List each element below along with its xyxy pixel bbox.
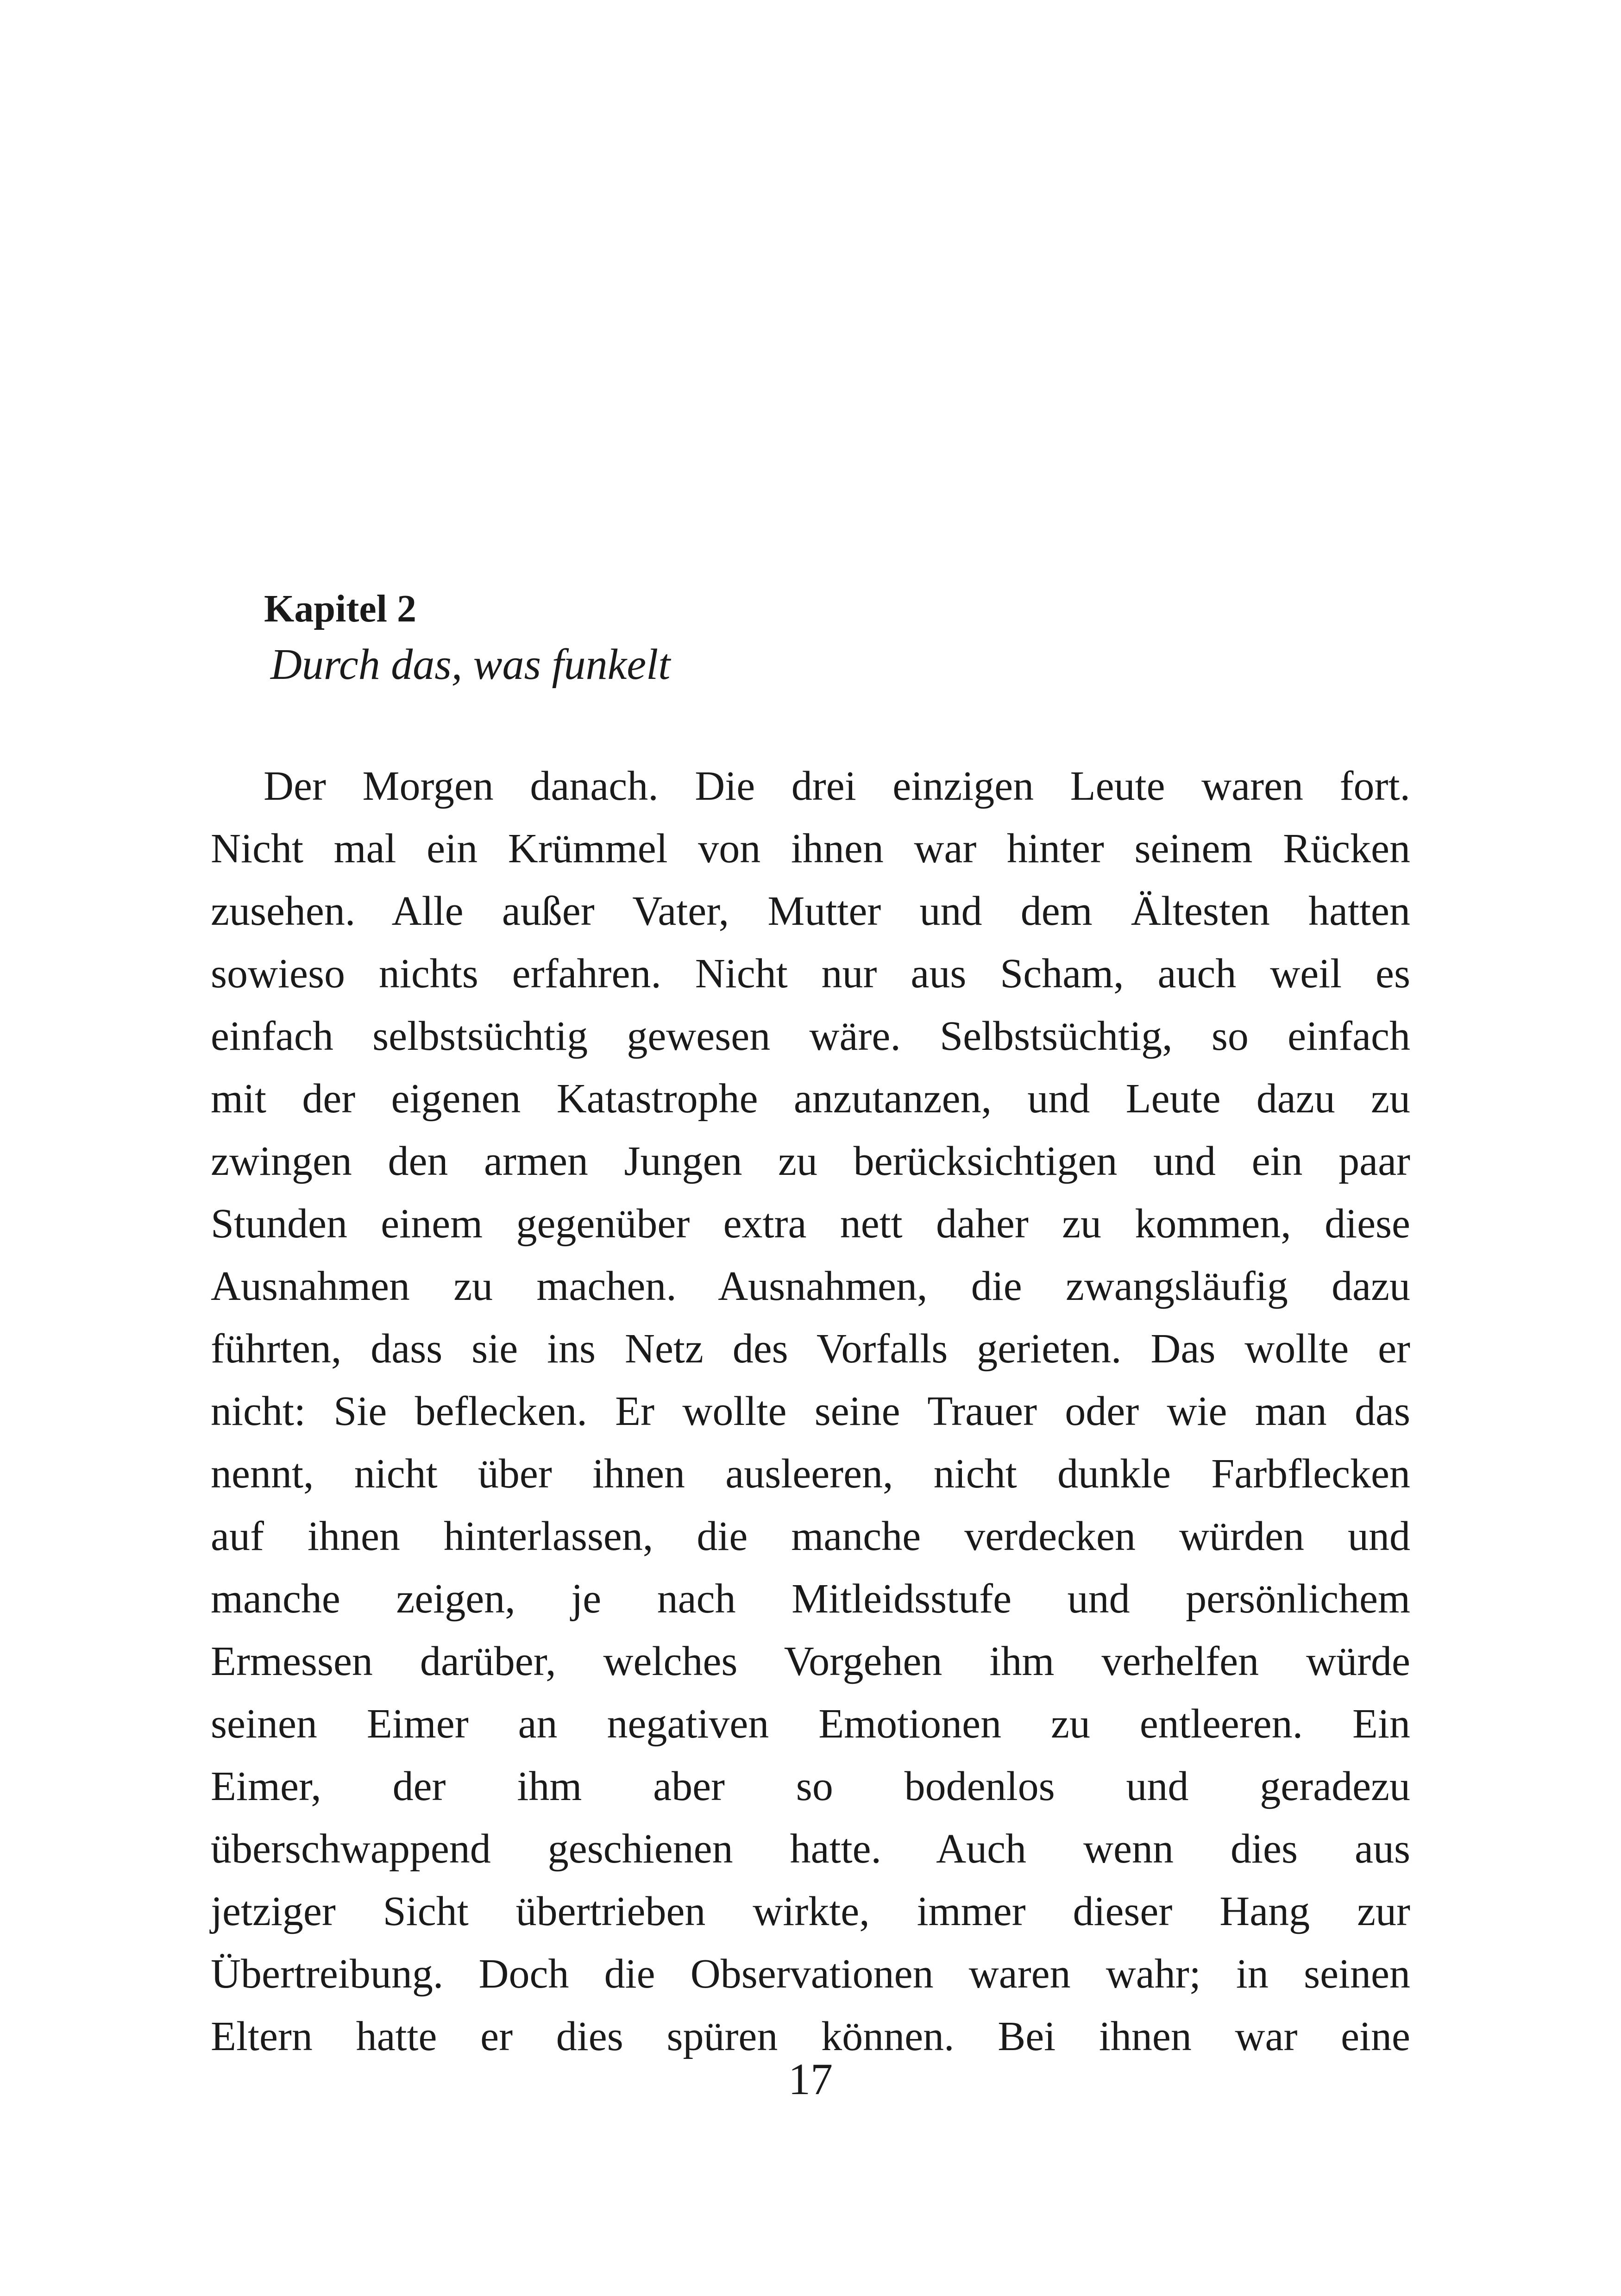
text-line: nicht: Sie beflecken. Er wollte seine Trauer oder wie man das xyxy=(211,1388,1410,1434)
page-number: 17 xyxy=(788,2054,833,2104)
text-line: mit der eigenen Katastrophe anzutanzen, und Leute dazu zu xyxy=(211,1076,1410,1122)
text-line: manche zeigen, je nach Mitleidsstufe und persönlichem xyxy=(211,1576,1410,1622)
text-line: nennt, nicht über ihnen ausleeren, nicht dunkle Farbflecken xyxy=(211,1451,1410,1497)
chapter-number: Kapitel 2 xyxy=(264,587,416,630)
text-line: einfach selbstsüchtig gewesen wäre. Selbstsüchtig, so einfach xyxy=(211,1013,1410,1059)
text-line: Der Morgen danach. Die drei einzigen Leute waren fort. xyxy=(264,763,1410,809)
chapter-heading xyxy=(264,581,1376,692)
text-line: jetziger Sicht übertrieben wirkte, immer dieser Hang zur xyxy=(211,1888,1410,1934)
text-line: sowieso nichts erfahren. Nicht nur aus Scham, auch weil es xyxy=(211,951,1410,997)
text-line: führten, dass sie ins Netz des Vorfalls gerieten. Das wollte er xyxy=(211,1326,1410,1372)
text-line: Eimer, der ihm aber so bodenlos und geradezu xyxy=(211,1763,1410,1809)
text-line: Nicht mal ein Krümmel von ihnen war hinter seinem Rücken xyxy=(211,826,1410,872)
text-line: überschwappend geschienen hatte. Auch wenn dies aus xyxy=(211,1826,1410,1872)
text-line: Ausnahmen zu machen. Ausnahmen, die zwangsläufig dazu xyxy=(211,1263,1410,1309)
text-line: Eltern hatte er dies spüren können. Bei ihnen war eine xyxy=(211,2014,1410,2059)
body-paragraph xyxy=(211,755,1410,2068)
text-line: zwingen den armen Jungen zu berücksichtigen und ein paar xyxy=(211,1138,1410,1184)
text-line: auf ihnen hinterlassen, die manche verdecken würden und xyxy=(211,1513,1410,1559)
text-line: zusehen. Alle außer Vater, Mutter und dem Ältesten hatten xyxy=(211,888,1410,934)
text-line: Ermessen darüber, welches Vorgehen ihm verhelfen würde xyxy=(211,1638,1410,1684)
chapter-title: Durch das, was funkelt xyxy=(270,640,671,689)
text-line: Stunden einem gegenüber extra nett daher zu kommen, diese xyxy=(211,1201,1410,1247)
text-line: seinen Eimer an negativen Emotionen zu entleeren. Ein xyxy=(211,1701,1410,1747)
text-line: Übertreibung. Doch die Observationen waren wahr; in seinen xyxy=(211,1951,1410,1997)
